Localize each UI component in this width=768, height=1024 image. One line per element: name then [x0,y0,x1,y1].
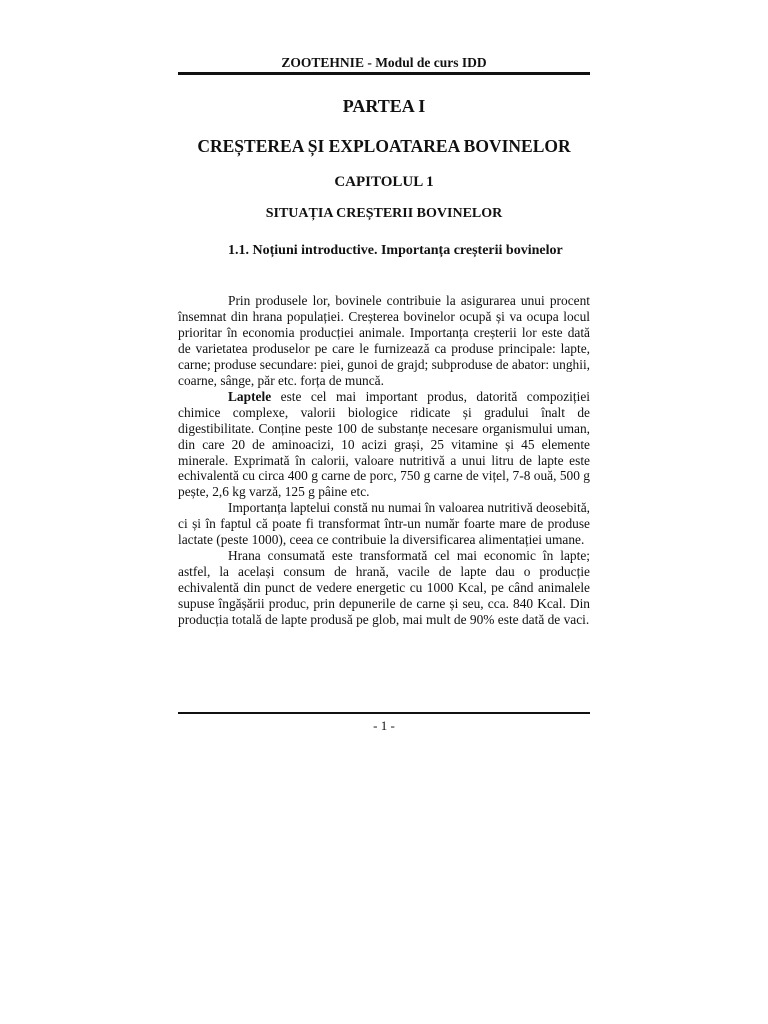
paragraph-2-bold-lead: Laptele [228,388,272,404]
paragraph-3 [178,500,590,548]
body-text [178,293,590,628]
paragraph-2-text: este cel mai important produs, datorită compoziției chimice complexe, valorii biologice ridicate și gradului înalt de digestibilitate. Conține peste 100 de substanțe necesare organismului uman, din care 20 de aminoacizi, 10 acizi grași, 25 vitamine și 45 elemente minerale. Exprimată în calorii, valoare nutritivă a unui litru de lapte este echivalentă cu circa 400 g carne de porc, 750 g carne de vițel, 7-8 ouă, 500 g pește, 2,6 kg varză, 125 g pâine etc. [178,388,590,500]
part-title: PARTEA I [342,96,426,116]
paragraph-1-text: Prin produsele lor, bovinele contribuie la asigurarea unui procent însemnat din hrana populației. Creșterea bovinelor ocupă și va ocupa locul prioritar în economia producției animale. Importanța creșterii lor este dată de varietatea produselor pe care le furnizează ca produse principale: lapte, carne; produse secundare: piei, gunoi de grajd; subproduse de abator: unghii, coarne, sânge, păr etc. forța de muncă. [178,293,591,388]
page-number: - 1 - [373,718,395,733]
main-title: CREȘTEREA ȘI EXPLOATAREA BOVINELOR [197,136,571,156]
paragraph-2 [178,389,590,501]
header-rule [178,72,590,75]
section-heading: 1.1. Noțiuni introductive. Importanța creșterii bovinelor [228,243,563,258]
chapter-subtitle: SITUAȚIA CREȘTERII BOVINELOR [265,206,503,221]
paragraph-3-text: Importanța laptelui constă nu numai în valoarea nutritivă deosebită, ci și în faptul că poate fi transformat într-un număr foarte mare de produse lactate (peste 1000), ceea ce contribuie la diversificarea alimentației umane. [178,500,590,548]
paragraph-4 [178,548,590,628]
document-page [178,0,590,1024]
paragraph-4-text: Hrana consumată este transformată cel mai economic în lapte; astfel, la același consum de hrană, vacile de lapte dau o producție echivalentă din punct de vedere energetic cu 1000 Kcal, pe când animalele supuse îngășării produc, prin depunerile de carne și seu, cca. 840 Kcal. Din producția totală de lapte produsă pe glob, mai mult de 90% este dată de vaci. [178,548,590,628]
running-header: ZOOTEHNIE - Modul de curs IDD [281,55,487,70]
paragraph-1 [178,293,590,389]
footer-rule [178,712,590,714]
chapter-title: CAPITOLUL 1 [334,174,434,190]
